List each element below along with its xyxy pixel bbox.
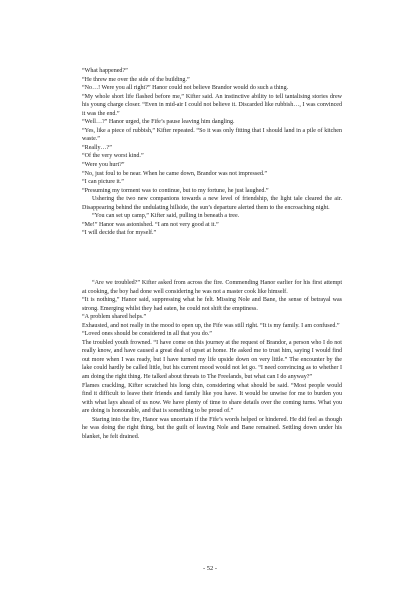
paragraph: “Are we troubled?” Kifter asked from across the fire. Commending Hanor earlier for his first attempt at cooking, the boy had done well considering he was not a master cook like himself.	[82, 280, 342, 295]
text-section-2	[82, 279, 342, 441]
paragraph: “You can set up camp,” Kifter said, pulling in beneath a tree.	[92, 213, 240, 220]
paragraph: “Well…?” Hanor urged, the Fife’s pause leaving him dangling.	[82, 119, 235, 126]
page-number: - 52 -	[202, 565, 218, 572]
paragraph: “Really…?”	[82, 144, 112, 151]
paragraph: Flames crackling, Kifter scratched his long chin, considering what should be said. “Most people would find it difficult to leave their friends and family like you have. It would be unwise for me to burden you with what lays ahead of us now. We have plenty of time to share details over the coming turns. What you are doing is honourable, and that is something to be proud of.”	[82, 382, 342, 415]
paragraph: “No…! Were you all right?” Hanor could not believe Brandor would do such a thing.	[82, 85, 289, 92]
paragraph: “I can picture it.”	[82, 179, 124, 186]
paragraph: “Were you hurt?”	[82, 162, 125, 169]
paragraph: Staring into the fire, Hanor was uncertain if the Fife’s words helped or hindered. He did feel as though he was doing the right thing, but the guilt of leaving Nole and Bane remained. Settling down under his blanket, he felt drained.	[82, 416, 342, 440]
paragraph: “Of the very worst kind.”	[82, 153, 144, 160]
paragraph: The troubled youth frowned. “I have come on this journey at the request of Brandor, a person who I do not really know, and have caused a great deal of upset at home. He asked me to trust him, saying I would find out more when I was ready, but I have turned my life upside down on very little.” The encounter by the lake could hardly be called little, but his current mood would not let go. “I need convincing as to whether I am doing the right thing. He talked about threats to The Freelands, but what can I do anyway?”	[82, 339, 342, 381]
paragraph: “He threw me over the side of the building.”	[82, 76, 190, 83]
paragraph: Ushering the two new companions towards a new level of friendship, the light tale cleared the air. Disappearing behind the undulating hillside, the sun’s departure alerted them to the encroaching night.	[82, 196, 342, 211]
text-section-1	[82, 67, 342, 238]
paragraph: “No, just foul to be near. When he came down, Brandor was not impressed.”	[82, 170, 268, 177]
paragraph: “Me!” Hanor was astonished. “I am not very good at it.”	[82, 221, 219, 228]
paragraph: “A problem shared helps.”	[82, 314, 147, 321]
paragraph: “My whole short life flashed before me,” Kifter said. An instinctive ability to tell tantalising stories drew his young charge closer. “Even in mid-air I could not believe it. Discarded like rubbish…, I was convinced it was the end.”	[82, 93, 342, 117]
paragraph: “I will decide that for myself.”	[82, 230, 157, 237]
paragraph: “Loved ones should be considered in all that you do.”	[82, 331, 212, 338]
paragraph: Exhausted, and not really in the mood to open up, the Fife was still right. “It is my family. I am confused.”	[82, 322, 340, 329]
paragraph: “It is nothing,” Hanor said, suppressing what he felt. Missing Nole and Bane, the sense of betrayal was strong. Emerging whilst they had eaten, he could not shift the emptiness.	[82, 297, 342, 312]
paragraph: “What happened?”	[82, 68, 128, 74]
paragraph: “Presuming my torment was to continue, but to my fortune, he just laughed.”	[82, 187, 269, 194]
paragraph: “Yes, like a piece of rubbish,” Kifter repeated. “So it was only fitting that I should land in a pile of kitchen waste.”	[82, 127, 342, 143]
